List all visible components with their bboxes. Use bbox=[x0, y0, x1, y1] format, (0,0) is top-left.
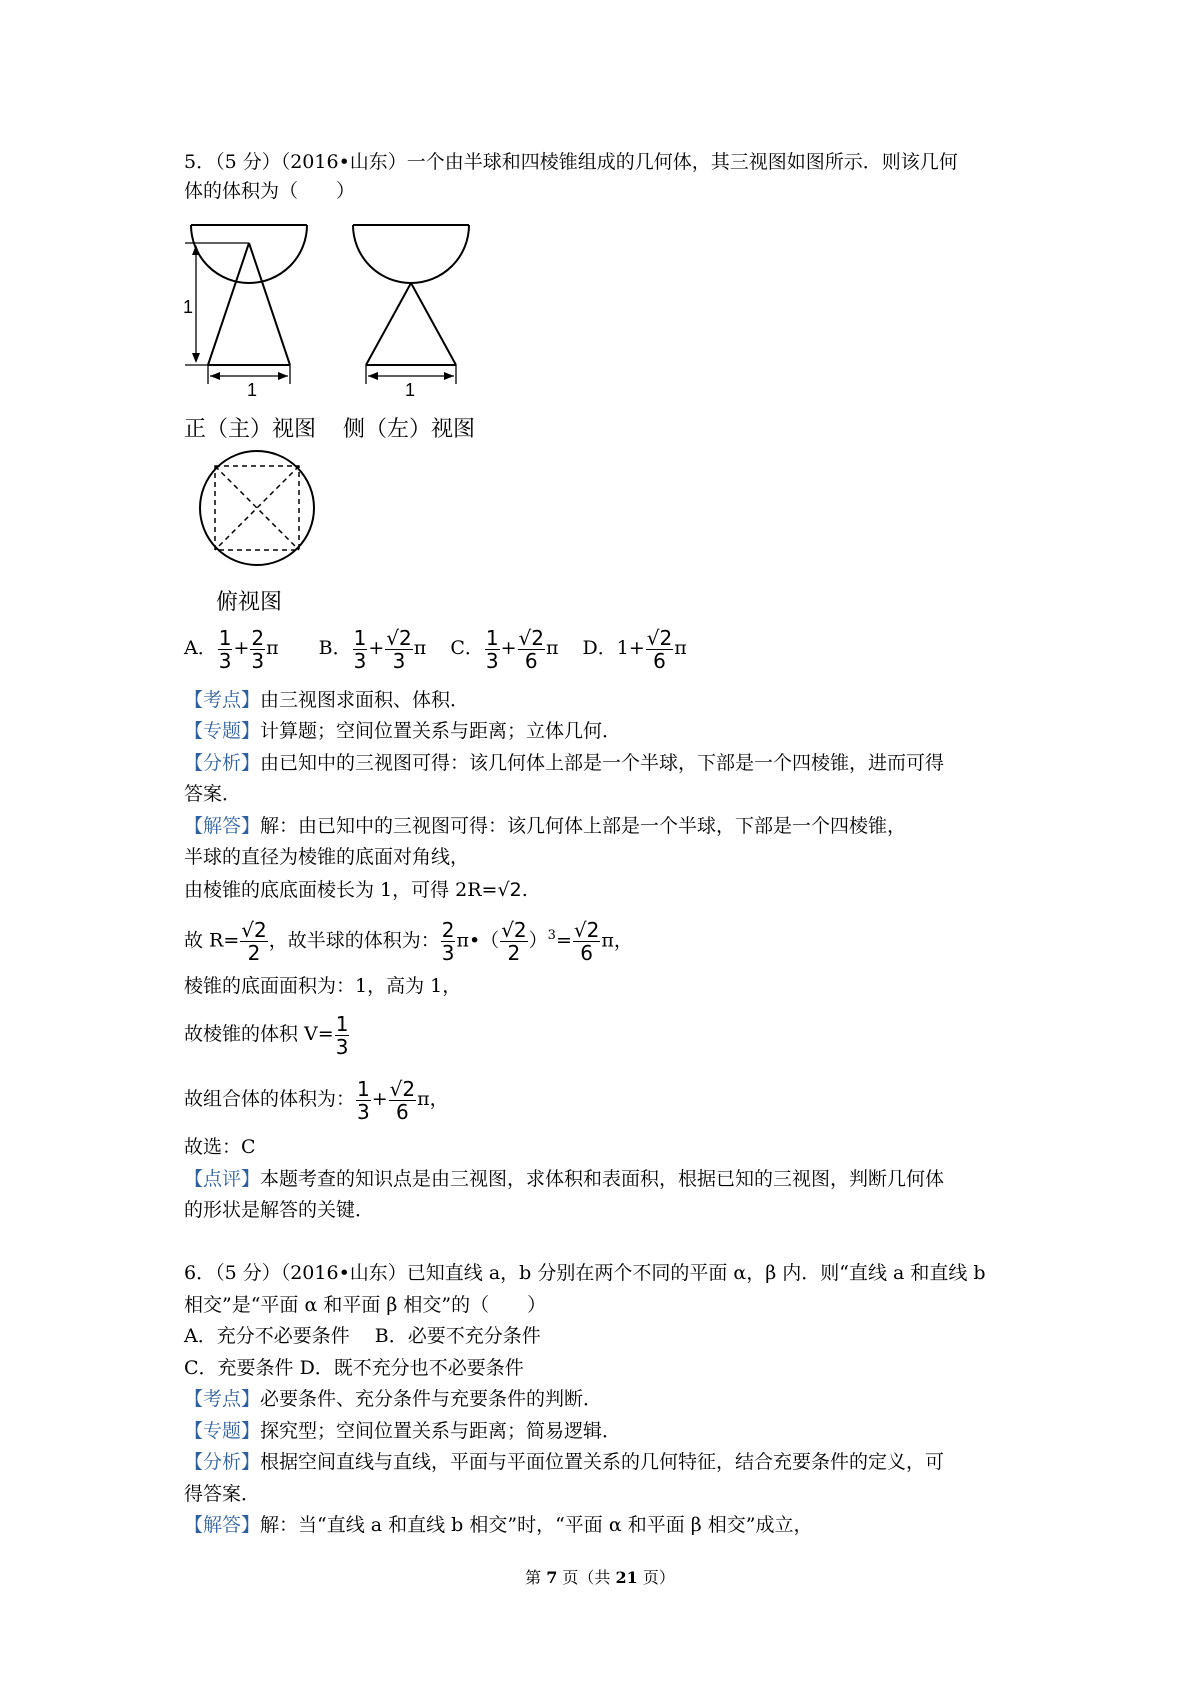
denominator: 6 bbox=[524, 648, 538, 673]
jieda-text: 解：由已知中的三视图可得：该几何体上部是一个半球，下部是一个四棱锥， bbox=[260, 815, 907, 837]
total-pages: 21 bbox=[615, 1568, 638, 1587]
front-dim-height-label: 1 bbox=[183, 297, 194, 317]
page-number: 7 bbox=[546, 1568, 558, 1587]
numerator: √2 bbox=[573, 917, 600, 942]
footer-text: 页（共 bbox=[557, 1568, 616, 1587]
kaodian-text: 由三视图求面积、体积． bbox=[260, 689, 470, 711]
plus-sign: + bbox=[233, 637, 250, 659]
zhuanti-text: 计算题；空间位置关系与距离；立体几何． bbox=[260, 720, 622, 742]
q5-jieda-line2: 半球的直径为棱锥的底面对角线， bbox=[184, 846, 470, 868]
denominator: 3 bbox=[485, 648, 499, 673]
fraction bbox=[356, 1076, 371, 1124]
kaodian-tag: 【考点】 bbox=[184, 689, 261, 711]
text: 故 R= bbox=[184, 929, 240, 952]
denominator: 2 bbox=[247, 940, 261, 965]
numerator: 1 bbox=[218, 625, 232, 650]
option-b bbox=[318, 625, 433, 673]
text: π•（ bbox=[456, 929, 500, 952]
jieda-tag: 【解答】 bbox=[184, 815, 261, 837]
fraction bbox=[500, 917, 527, 965]
fraction bbox=[646, 625, 673, 673]
fraction bbox=[335, 1011, 350, 1059]
top-view bbox=[200, 451, 314, 565]
plus-sign: + bbox=[500, 637, 517, 659]
denominator: 2 bbox=[507, 940, 521, 965]
text: = bbox=[555, 929, 572, 952]
denominator: 3 bbox=[441, 940, 455, 965]
fraction bbox=[441, 917, 456, 965]
front-view bbox=[185, 225, 307, 384]
option-d-label: D． bbox=[582, 637, 617, 659]
denominator: 3 bbox=[335, 1034, 349, 1059]
fraction bbox=[389, 1076, 416, 1124]
numerator: 1 bbox=[485, 625, 499, 650]
dianping-text: 本题考查的知识点是由三视图，求体积和表面积，根据已知的三视图，判断几何体 bbox=[260, 1168, 945, 1190]
q5-options bbox=[184, 623, 687, 673]
q6-stem-line1: 6．（5 分）（2016•山东）已知直线 a，b 分别在两个不同的平面 α，β 内．则“直线 a 和直线 b bbox=[184, 1262, 986, 1284]
q6-jieda bbox=[184, 1511, 813, 1539]
side-view-caption: 侧（左）视图 bbox=[343, 417, 476, 442]
q5-zhuanti bbox=[184, 717, 621, 745]
q5-jieda bbox=[184, 812, 906, 840]
jieda-tag: 【解答】 bbox=[184, 1514, 261, 1536]
text: ） bbox=[528, 929, 548, 952]
exponent: 3 bbox=[547, 928, 556, 943]
numerator: √2 bbox=[501, 917, 527, 942]
fenxi-tag: 【分析】 bbox=[184, 752, 261, 774]
q5-jieda-line3 bbox=[184, 876, 528, 904]
fenxi-text: 根据空间直线与直线，平面与平面位置关系的几何特征，结合充要条件的定义，可 bbox=[260, 1451, 945, 1473]
fraction bbox=[385, 625, 412, 673]
numerator: √2 bbox=[241, 917, 267, 942]
fraction bbox=[485, 625, 500, 673]
fraction bbox=[240, 917, 267, 965]
fenxi-tag: 【分析】 bbox=[184, 1451, 261, 1473]
fraction bbox=[250, 625, 265, 673]
option-d-prefix: 1+ bbox=[616, 637, 645, 659]
option-c-label: C． bbox=[450, 637, 484, 659]
denominator: 6 bbox=[396, 1099, 409, 1124]
three-view-figure bbox=[0, 0, 1200, 640]
numerator: √2 bbox=[386, 625, 412, 650]
denominator: 6 bbox=[580, 940, 593, 965]
zhuanti-tag: 【专题】 bbox=[184, 1420, 261, 1442]
q6-zhuanti bbox=[184, 1417, 621, 1445]
fraction bbox=[218, 625, 233, 673]
text: 故棱锥的体积 V= bbox=[184, 1023, 334, 1045]
jieda-text: 解：当“直线 a 和直线 b 相交”时，“平面 α 和平面 β 相交”成立， bbox=[260, 1514, 813, 1536]
footer-text: 第 bbox=[525, 1568, 547, 1587]
denominator: 6 bbox=[653, 648, 666, 673]
text: 由棱锥的底底面棱长为 1，可得 2R= bbox=[184, 879, 498, 901]
pi-symbol: π bbox=[266, 637, 279, 659]
text: . bbox=[521, 879, 528, 901]
pi-symbol: π bbox=[674, 637, 687, 659]
numerator: 1 bbox=[357, 1076, 370, 1101]
top-view-caption: 俯视图 bbox=[216, 590, 283, 615]
kaodian-text: 必要条件、充分条件与充要条件的判断． bbox=[260, 1388, 603, 1410]
denominator: 3 bbox=[218, 648, 232, 673]
denominator: 3 bbox=[392, 648, 406, 673]
option-b-label: B． bbox=[318, 637, 352, 659]
pi-symbol: π bbox=[545, 637, 559, 659]
option-c bbox=[450, 625, 564, 673]
fraction bbox=[518, 625, 545, 673]
zhuanti-tag: 【专题】 bbox=[184, 720, 261, 742]
numerator: 2 bbox=[251, 625, 265, 650]
q5-dianping-line2: 的形状是解答的关键． bbox=[184, 1199, 375, 1221]
plus-sign: + bbox=[368, 637, 385, 659]
text: π， bbox=[601, 929, 633, 952]
numerator: √2 bbox=[389, 1076, 416, 1101]
plus-sign: + bbox=[371, 1088, 388, 1110]
text: ，故半球的体积为： bbox=[268, 929, 440, 952]
q6-kaodian bbox=[184, 1385, 602, 1413]
fraction bbox=[573, 917, 600, 965]
denominator: 3 bbox=[357, 1099, 370, 1124]
footer-text: 页） bbox=[637, 1568, 675, 1587]
q5-fenxi-line2: 答案． bbox=[184, 783, 242, 805]
q5-jieda-line4 bbox=[184, 910, 633, 966]
option-a-label: A． bbox=[184, 637, 217, 659]
numerator: 2 bbox=[441, 917, 455, 942]
q5-dianping bbox=[184, 1165, 944, 1193]
text: 故组合体的体积为： bbox=[184, 1088, 356, 1110]
front-view-caption: 正（主）视图 bbox=[184, 417, 317, 442]
q5-stem-line2: 体的体积为（ ） bbox=[184, 180, 356, 202]
front-dim-width-label: 1 bbox=[247, 380, 258, 400]
q5-fenxi bbox=[184, 749, 944, 777]
denominator: 3 bbox=[353, 648, 367, 673]
side-view bbox=[353, 225, 469, 384]
q5-stem-line1: 5．（5 分）（2016•山东）一个由半球和四棱锥组成的几何体，其三视图如图所示．则该几何 bbox=[184, 151, 958, 173]
q6-option-cd: C．充要条件 D．既不充分也不必要条件 bbox=[184, 1357, 524, 1379]
q5-kaodian bbox=[184, 686, 469, 714]
zhuanti-text: 探究型；空间位置关系与距离；简易逻辑． bbox=[260, 1420, 622, 1442]
text: π， bbox=[417, 1088, 449, 1110]
option-a bbox=[184, 625, 285, 673]
kaodian-tag: 【考点】 bbox=[184, 1388, 261, 1410]
fraction bbox=[353, 625, 368, 673]
option-d bbox=[582, 625, 687, 673]
q6-option-ab: A．充分不必要条件 B．必要不充分条件 bbox=[184, 1325, 541, 1347]
q6-stem-line2: 相交”是“平面 α 和平面 β 相交”的（ ） bbox=[184, 1294, 547, 1316]
q5-jieda-line8: 故选：C bbox=[184, 1136, 256, 1158]
q5-jieda-line6 bbox=[184, 1008, 350, 1060]
q6-fenxi bbox=[184, 1448, 944, 1476]
q5-jieda-line5: 棱锥的底面面积为：1，高为 1， bbox=[184, 975, 462, 997]
numerator: √2 bbox=[646, 625, 673, 650]
numerator: 1 bbox=[335, 1011, 349, 1036]
pi-symbol: π bbox=[413, 637, 427, 659]
numerator: √2 bbox=[518, 625, 544, 650]
numerator: 1 bbox=[353, 625, 367, 650]
side-dim-width-label: 1 bbox=[405, 380, 416, 400]
dianping-tag: 【点评】 bbox=[184, 1168, 261, 1190]
fenxi-text: 由已知中的三视图可得：该几何体上部是一个半球，下部是一个四棱锥，进而可得 bbox=[260, 752, 945, 774]
sqrt-expression: √2 bbox=[497, 879, 522, 901]
denominator: 3 bbox=[251, 648, 265, 673]
page-footer bbox=[0, 1565, 1200, 1588]
q6-fenxi-line2: 得答案． bbox=[184, 1483, 261, 1505]
q5-jieda-line7 bbox=[184, 1073, 449, 1125]
